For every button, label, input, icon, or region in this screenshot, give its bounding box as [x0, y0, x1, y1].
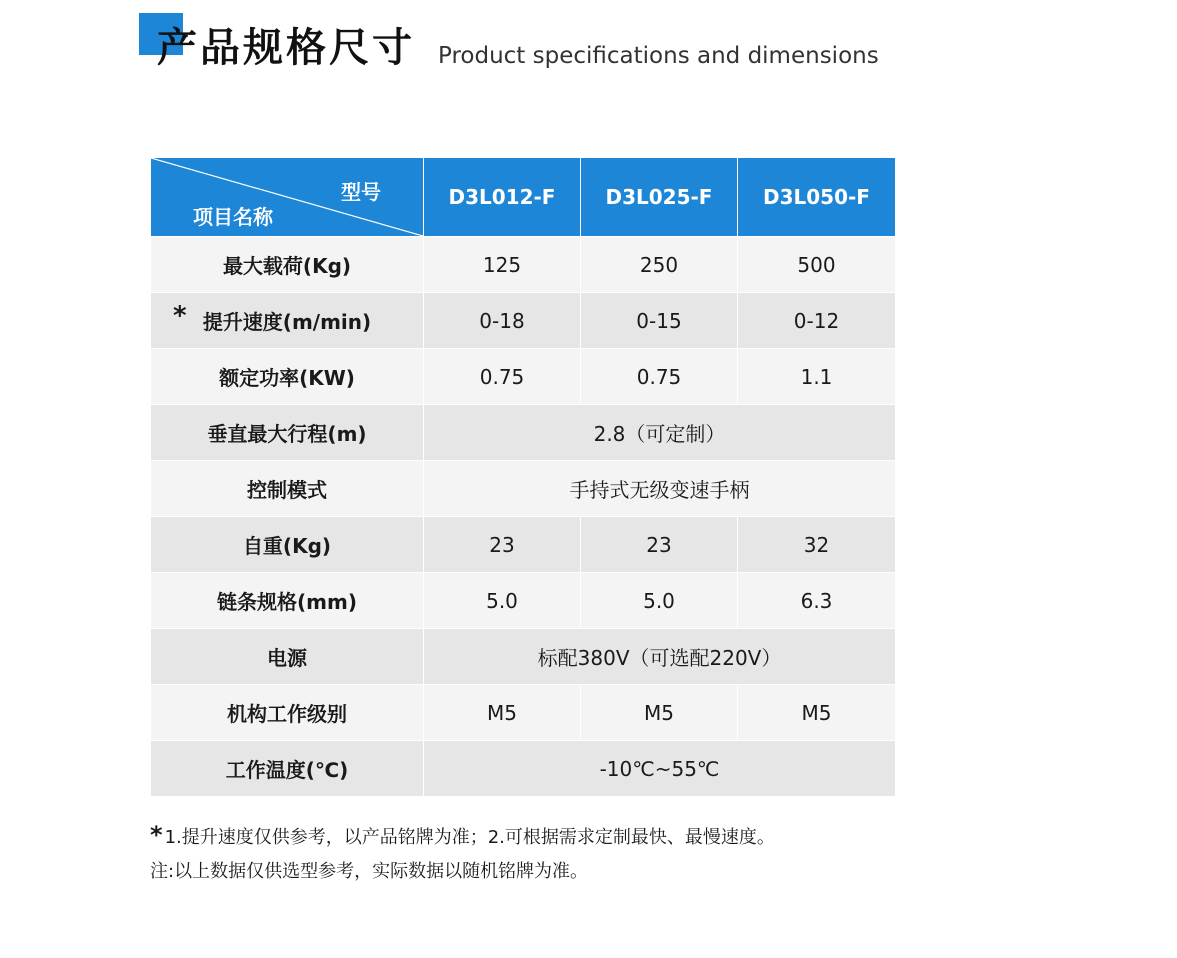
table-row [151, 685, 896, 741]
table-cell: 125 [424, 237, 581, 293]
footnote-text: 1.提升速度仅供参考，以产品铭牌为准；2.可根据需求定制最快、最慢速度。 [164, 827, 775, 848]
corner-header-cell [151, 158, 424, 237]
table-header-row [151, 158, 896, 237]
spec-table [150, 157, 896, 797]
row-label: 电源 [151, 629, 424, 685]
row-label: 工作温度(℃) [151, 741, 424, 797]
merged-cell: 标配380V（可选配220V） [424, 629, 896, 685]
table-row [151, 349, 896, 405]
diagonal-divider [151, 158, 423, 236]
merged-cell: 手持式无级变速手柄 [424, 461, 896, 517]
model-header: D3L012-F [424, 158, 581, 237]
row-label: 链条规格(mm) [151, 573, 424, 629]
page-title: 产品规格尺寸 [157, 25, 415, 71]
table-row [151, 629, 896, 685]
table-cell: 5.0 [424, 573, 581, 629]
table-cell: M5 [424, 685, 581, 741]
asterisk-mark: * [150, 821, 163, 849]
table-cell: 6.3 [738, 573, 896, 629]
table-cell: 23 [581, 517, 738, 573]
table-row [151, 237, 896, 293]
merged-cell: -10℃~55℃ [424, 741, 896, 797]
table-cell: 5.0 [581, 573, 738, 629]
table-row [151, 741, 896, 797]
row-label: 自重(Kg) [151, 517, 424, 573]
table-cell: 250 [581, 237, 738, 293]
row-label: 最大载荷(Kg) [151, 237, 424, 293]
table-cell: M5 [581, 685, 738, 741]
footnote-line-2: 注:以上数据仅供选型参考，实际数据以随机铭牌为准。 [150, 861, 589, 882]
footnote-line-1 [150, 818, 775, 855]
table-row [151, 573, 896, 629]
table-row [151, 405, 896, 461]
table-row [151, 517, 896, 573]
table-cell: 32 [738, 517, 896, 573]
merged-cell: 2.8（可定制） [424, 405, 896, 461]
corner-label-item: 项目名称 [193, 205, 273, 229]
table-cell: 0-15 [581, 293, 738, 349]
table-cell: 500 [738, 237, 896, 293]
table-row [151, 461, 896, 517]
table-cell: 1.1 [738, 349, 896, 405]
table-cell: 0.75 [581, 349, 738, 405]
row-label: 提升速度(m/min) [202, 310, 372, 334]
page-subtitle: Product specifications and dimensions [438, 43, 879, 69]
table-row [151, 293, 896, 349]
footnotes [150, 818, 775, 889]
model-header: D3L050-F [738, 158, 896, 237]
asterisk-mark: * [173, 301, 187, 331]
row-label-cell [151, 293, 424, 349]
table-cell: 0-12 [738, 293, 896, 349]
table-cell: 0-18 [424, 293, 581, 349]
table-cell: M5 [738, 685, 896, 741]
row-label: 控制模式 [151, 461, 424, 517]
corner-label-model: 型号 [341, 180, 381, 204]
table-cell: 0.75 [424, 349, 581, 405]
table-cell: 23 [424, 517, 581, 573]
model-header: D3L025-F [581, 158, 738, 237]
row-label: 额定功率(KW) [151, 349, 424, 405]
row-label: 机构工作级别 [151, 685, 424, 741]
row-label: 垂直最大行程(m) [151, 405, 424, 461]
